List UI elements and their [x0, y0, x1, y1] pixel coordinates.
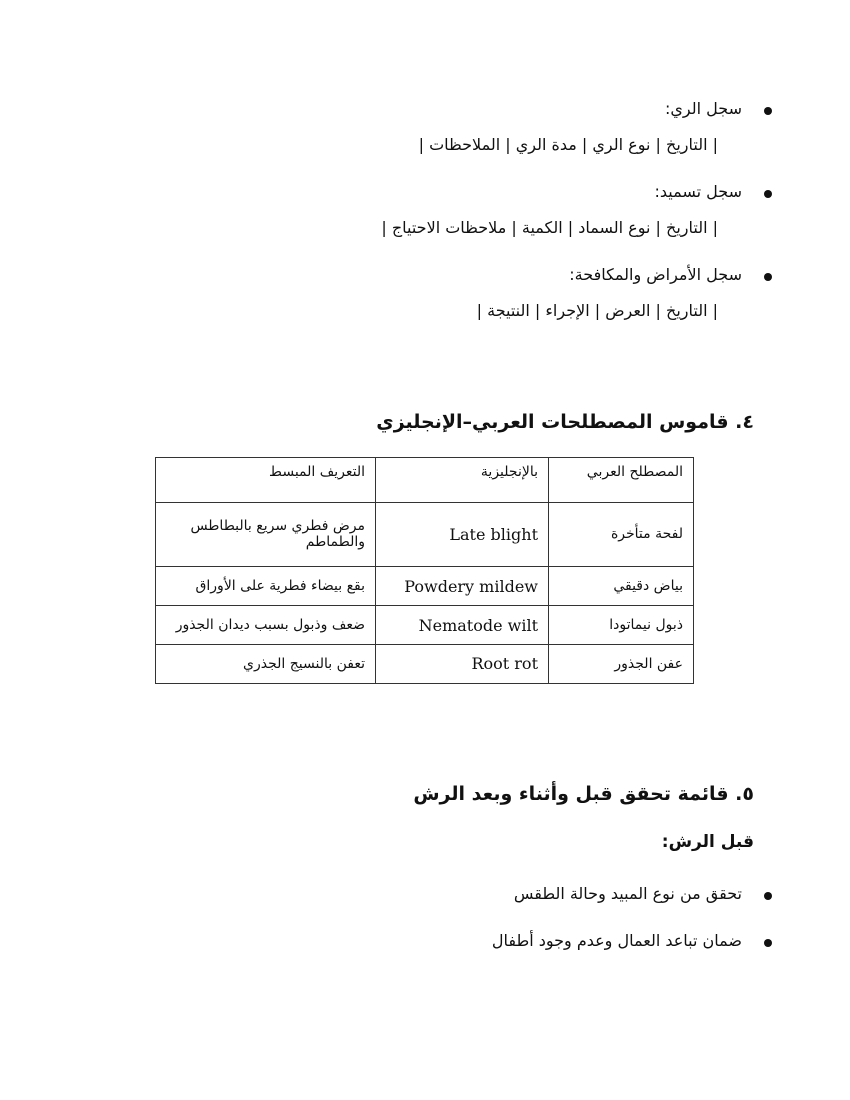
table-row: [156, 567, 694, 606]
arabic-term-cell: عفن الجذور: [549, 644, 694, 683]
table-row: [156, 644, 694, 683]
header-english: بالإنجليزية: [376, 458, 549, 503]
checklist-item-text: تحقق من نوع المبيد وحالة الطقس: [513, 884, 742, 903]
english-term-cell: Root rot: [376, 644, 549, 683]
english-term-cell: Late blight: [376, 502, 549, 566]
record-title-text: سجل الري:: [665, 99, 742, 118]
bullet-icon: [764, 273, 772, 281]
dictionary-table: [155, 457, 694, 684]
definition-cell: تعفن بالنسيج الجذري: [156, 644, 376, 683]
header-definition: التعريف المبسط: [156, 458, 376, 503]
record-title-text: سجل تسميد:: [654, 182, 742, 201]
section5-heading: ٥. قائمة تحقق قبل وأثناء وبعد الرش: [413, 783, 754, 805]
bullet-icon: [764, 939, 772, 947]
arabic-term-cell: لفحة متأخرة: [549, 502, 694, 566]
table-row: [156, 502, 694, 566]
bullet-icon: [764, 190, 772, 198]
section4-heading: ٤. قاموس المصطلحات العربي–الإنجليزي: [376, 411, 754, 433]
disease-record-fields: | التاريخ | العرض | الإجراء | النتيجة |: [476, 301, 718, 320]
checklist-item-text: ضمان تباعد العمال وعدم وجود أطفال: [491, 931, 742, 950]
table-header-row: [156, 458, 694, 503]
definition-cell: مرض فطري سريع بالبطاطس والطماطم: [156, 502, 376, 566]
bullet-icon: [764, 892, 772, 900]
header-arabic-term: المصطلح العربي: [549, 458, 694, 503]
fertilization-record-fields: | التاريخ | نوع السماد | الكمية | ملاحظات الاحتياج |: [381, 218, 718, 237]
bullet-icon: [764, 107, 772, 115]
record-title-text: سجل الأمراض والمكافحة:: [569, 265, 742, 284]
table-row: [156, 606, 694, 645]
definition-cell: بقع بيضاء فطرية على الأوراق: [156, 567, 376, 606]
arabic-term-cell: ذبول نيماتودا: [549, 606, 694, 645]
english-term-cell: Nematode wilt: [376, 606, 549, 645]
checklist-item: [514, 884, 742, 903]
english-term-cell: Powdery mildew: [376, 567, 549, 606]
irrigation-record-title: [665, 99, 742, 118]
disease-record-title: [569, 265, 742, 284]
definition-cell: ضعف وذبول بسبب ديدان الجذور: [156, 606, 376, 645]
checklist-item: [492, 931, 742, 950]
before-spraying-subheading: قبل الرش:: [661, 832, 754, 852]
fertilization-record-title: [654, 182, 742, 201]
irrigation-record-fields: | التاريخ | نوع الري | مدة الري | الملاحظات |: [418, 135, 718, 154]
arabic-term-cell: بياض دقيقي: [549, 567, 694, 606]
